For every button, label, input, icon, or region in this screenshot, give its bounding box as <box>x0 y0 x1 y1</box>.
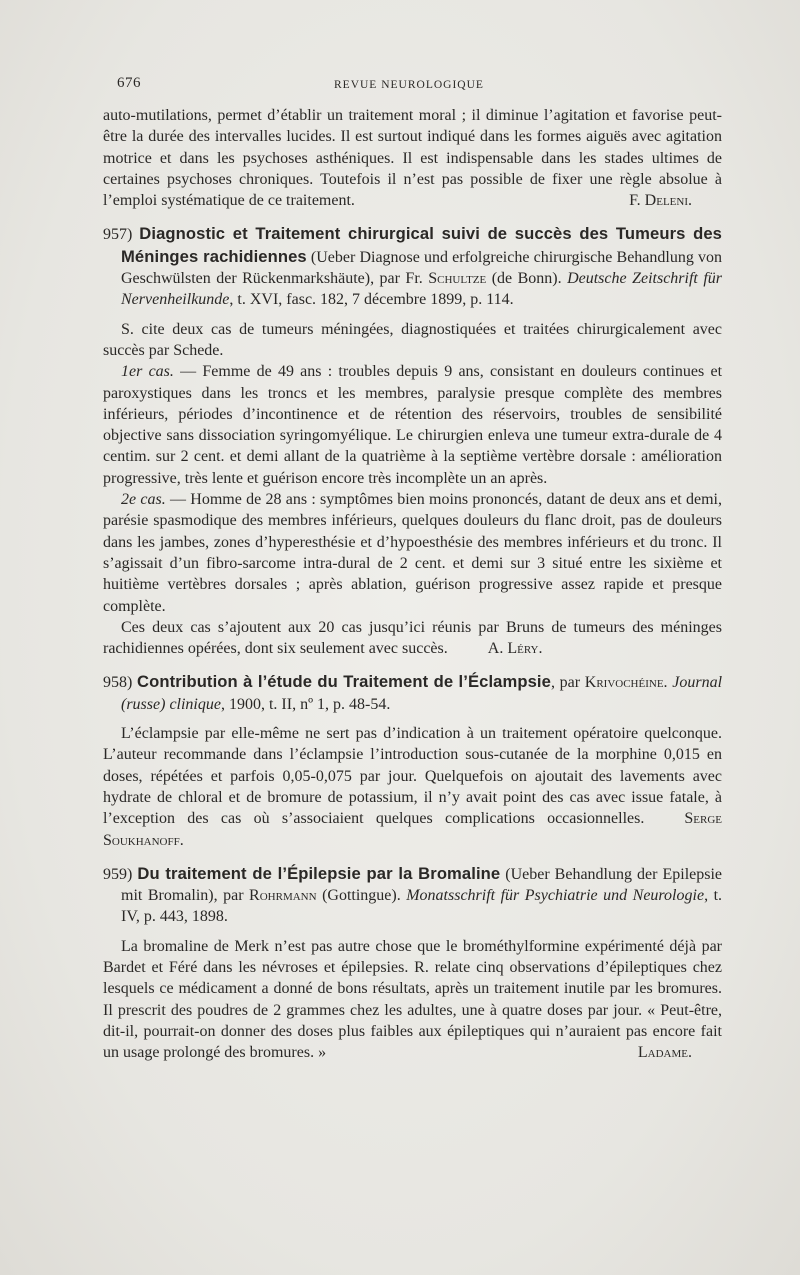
journal-name: Journal (russe) clinique <box>121 674 723 713</box>
entry-heading: Du traitement de l’Épilepsie par la Bromaline <box>137 863 501 883</box>
page-number: 676 <box>117 75 141 91</box>
reference-text: (Gottingue). <box>316 887 407 905</box>
entry-957-title <box>103 223 722 310</box>
reference-text: (Ueber Behandlung der Epilepsie mit Bromalin), par <box>121 865 723 905</box>
reference-text: . <box>663 674 673 692</box>
body-paragraph <box>103 617 722 660</box>
running-head <box>103 73 722 99</box>
signature: A. Léry. <box>487 640 543 658</box>
author-name: Krivochéine <box>584 674 664 692</box>
journal-name: Monatsschrift für Psychiatrie und Neurologie <box>406 887 705 905</box>
body-paragraph <box>103 936 722 1064</box>
entry-number: 959) <box>103 865 133 883</box>
reference-text: , 1900, t. II, nº 1, p. 48-54. <box>220 695 391 713</box>
entry-heading: Contribution à l’étude du Traitement de l’Éclampsie <box>137 672 551 692</box>
case-text: — Femme de 49 ans : troubles depuis 9 ans, consistant en douleurs continues et paroxystiques dans les troncs et les membres, paralysie presque complète des membres inférieurs, périodes d’incontinence et de rétention des réservoirs, troubles de sensibilité objective sans dissociation syringomyélique. Le chirurgien enleva une tumeur extra-durale de 4 centim. sur 2 cent. et demi allant de la quatrième à la septième vertèbre dorsale : amélioration progressive, très lente et guérison encore très incomplète un an après. <box>103 363 723 487</box>
entry-heading: Diagnostic et Traitement chirurgical suivi de succès des Tumeurs des Méninges rachidiennes <box>121 224 723 266</box>
case-label: 2e cas. <box>121 491 166 509</box>
case-paragraph <box>103 489 722 617</box>
intro-signature: F. Deleni. <box>629 192 692 210</box>
body-paragraph: S. cite deux cas de tumeurs méningées, diagnostiquées et traitées chirurgicalement avec succès par Schede. <box>103 320 722 359</box>
author-name: Schultze <box>428 270 487 288</box>
intro-text: auto-mutilations, permet d’établir un traitement moral ; il diminue l’agitation et favorise peut-être la durée des intervalles lucides. Il est surtout indiqué dans les formes aiguës avec agitation motrice et dans les psychoses asthéniques. Il est indispensable dans les stades ultimes de certaines psychoses chroniques. Toutefois il n’est pas possible de fixer une règle absolue à l’emploi systématique de ce traitement. <box>103 107 722 210</box>
reference-text: , t. IV, p. 443, 1898. <box>121 887 723 926</box>
body-text: La bromaline de Merk n’est pas autre chose que le brométhylformine expérimenté déjà par Bardet et Féré dans les névroses et épilepsies. R. relate cinq observations d’épileptiques chez lesquels ce médicament a donné de bons résultats, après un traitement inutile par les bromures. Il prescrit des poudres de 2 grammes chez les adultes, une à quatre doses par jour. « Peut-être, dit-il, pourrait-on donner des doses plus faibles aux épileptiques qui n’auraient pas encore fait un usage prolongé des bromures. » <box>103 937 722 1062</box>
case-text: — Homme de 28 ans : symptômes bien moins prononcés, datant de deux ans et demi, parésie spasmodique des membres inférieurs, quelques douleurs du flanc droit, pas de douleurs dans les jambes, zones d’hyperesthésie et d’hypoesthésie des membres inférieurs et du tronc. Il s’agissait d’un fibro-sarcome intra-dural de 2 cent. et demi sur 3 situé entre les sixième et huitième vertèbres dorsales ; après ablation, guérison progressive assez rapide et presque complète. <box>103 491 722 615</box>
reference-text: (Ueber Diagnose und erfolgreiche chirurgische Behandlung von Geschwülsten der Rückenmarkshäute), par Fr. <box>121 248 722 288</box>
body-paragraph <box>103 723 722 851</box>
journal-title: REVUE NEUROLOGIQUE <box>334 79 484 91</box>
reference-text: , t. XVI, fasc. 182, 7 décembre 1899, p. 114. <box>229 291 514 309</box>
entry-958-title <box>103 671 722 715</box>
entry-959-title <box>103 863 722 928</box>
case-label: 1er cas. <box>121 363 174 381</box>
reference-text: (de Bonn). <box>486 270 568 288</box>
body-text: L’éclampsie par elle-même ne sert pas d’indication à un traitement opératoire quelconque. L’auteur recommande dans l’éclampsie l’introduction sous-cutanée de la morphine 0,015 en doses, répétées et parfois 0,05-0,075 par jour. Quelquefois on ajoutait des lavements avec hydrate de chloral et de bromure de potassium, il n’y avait point des cas avec issue fatale, à l’exception des cas où s’associaient quelques complications occasionnelles. <box>103 725 722 828</box>
case-paragraph <box>103 361 722 489</box>
signature: Ladame. <box>637 1044 692 1062</box>
entry-number: 958) <box>103 674 133 692</box>
reference-text: , par <box>550 674 585 692</box>
intro-paragraph <box>103 105 722 211</box>
signature: Serge Soukhanoff. <box>103 810 722 849</box>
body-text: Ces deux cas s’ajoutent aux 20 cas jusqu’ici réunis par Bruns de tumeurs des méninges rachidiennes opérées, dont six seulement avec succès. <box>103 618 722 658</box>
author-name: Rohrmann <box>249 887 317 905</box>
entry-number: 957) <box>103 226 133 244</box>
journal-name: Deutsche Zeitschrift für Nervenheilkunde <box>121 270 722 309</box>
